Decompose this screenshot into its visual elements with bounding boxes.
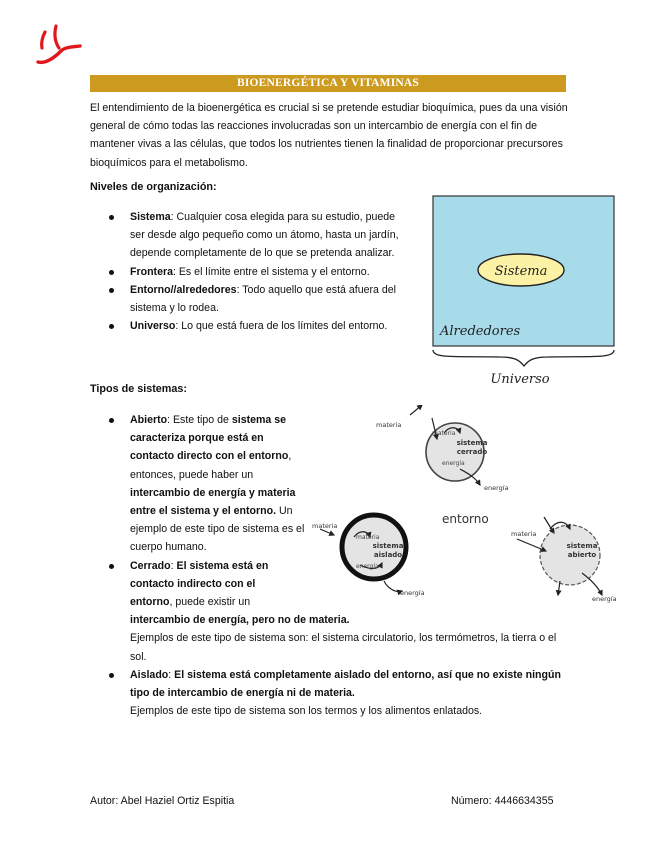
handwritten-logo-icon — [32, 24, 88, 70]
list-item — [90, 281, 408, 317]
desc: : Es el límite entre el sistema y el entorno. — [172, 265, 370, 278]
levels-heading: Niveles de organización: — [90, 181, 217, 193]
term: Frontera — [130, 265, 173, 278]
footer-number: Número: 4446634355 — [451, 795, 554, 807]
energia-label: energía — [400, 589, 425, 597]
closed-system-diagram — [376, 405, 509, 492]
list-item-isolated — [90, 666, 566, 721]
energia-label: energía — [484, 484, 509, 492]
closed-label: cerrado — [456, 448, 488, 456]
surroundings-label: Alrededores — [440, 324, 521, 339]
text: : — [170, 559, 177, 572]
list-item — [90, 208, 408, 263]
list-item — [90, 317, 408, 335]
bold-text: intercambio de energía y materia entre el sistema y el entorno. — [130, 486, 296, 518]
term: Abierto — [130, 414, 168, 426]
text: : Este tipo de — [167, 414, 232, 426]
list-item-open — [90, 411, 308, 557]
materia-label: materia — [432, 430, 456, 437]
text: Un ejemplo de este tipo de sistema es el cuerpo humano. — [130, 505, 305, 554]
term: Sistema — [130, 211, 171, 223]
text: Ejemplos de este tipo de sistema son: el sistema circulatorio, los termómetros, la tierra o el sol. — [130, 632, 557, 663]
page-title: BIOENERGÉTICA Y VITAMINAS — [90, 75, 566, 92]
closed-label: sistema — [456, 439, 488, 447]
bold-text: El sistema está en contacto indirecto con el entorno — [130, 559, 269, 609]
text: , entonces, puede haber un — [130, 450, 292, 481]
term: Universo — [130, 320, 176, 333]
energia-label: energía — [356, 563, 379, 570]
levels-list — [90, 208, 408, 335]
materia-label: materia — [376, 421, 402, 429]
universe-brace — [433, 350, 614, 366]
bold-text: intercambio de energía, pero no de materia. — [130, 614, 350, 627]
energia-label: energía — [442, 460, 465, 467]
entorno-label: entorno — [442, 512, 489, 526]
bold-text: sistema se caracteriza porque está en contacto directo con el entorno — [130, 414, 289, 463]
materia-label: materia — [356, 534, 380, 541]
term: Entorno//alrededores — [130, 283, 237, 296]
universe-label: Universo — [490, 372, 550, 387]
isolated-label: aislado — [373, 551, 403, 559]
wrap-narrow — [130, 557, 280, 612]
desc: : Lo que está fuera de los límites del entorno. — [175, 320, 388, 333]
types-heading: Tipos de sistemas: — [90, 383, 188, 395]
open-system-diagram — [511, 517, 617, 603]
list-item — [90, 263, 408, 281]
materia-label: materia — [312, 522, 338, 530]
isolated-system-diagram — [312, 515, 425, 597]
desc: : Cualquier cosa elegida para su estudio, puede ser desde algo pequeño como un átomo, hasta un jardín, depende completamente de lo que se pretenda analizar. — [130, 211, 399, 260]
footer-author: Autor: Abel Haziel Ortiz Espitia — [90, 795, 235, 807]
term: Cerrado — [130, 559, 171, 572]
open-label: abierto — [567, 551, 597, 559]
system-label: Sistema — [494, 264, 548, 279]
term: Aislado — [130, 668, 169, 681]
text: Ejemplos de este tipo de sistema son los termos y los alimentos enlatados. — [130, 705, 483, 718]
energia-label: energía — [592, 595, 617, 603]
text: : — [168, 668, 175, 681]
text: , puede existir un — [169, 596, 251, 609]
system-types-diagram — [312, 405, 622, 605]
open-label: sistema — [566, 542, 598, 550]
system-surroundings-diagram — [428, 193, 623, 387]
desc: : Todo aquello que está afuera del sistema y lo rodea. — [130, 283, 396, 315]
bold-text: El sistema está completamente aislado del entorno, así que no existe ningún tipo de intercambio de energía ni de materia. — [130, 668, 561, 700]
materia-label: materia — [511, 530, 537, 538]
isolated-label: sistema — [372, 542, 404, 550]
intro-paragraph: El entendimiento de la bioenergética es crucial si se pretende estudiar bioquímica, pues da una visión general de cómo todas las reacciones involucradas son un intercambio de energía con el fin de mantener vivas a las células, que todos los nutrientes tienen la finalidad de proporcionar precursores bioquímicos para el metabolismo. — [90, 102, 568, 169]
